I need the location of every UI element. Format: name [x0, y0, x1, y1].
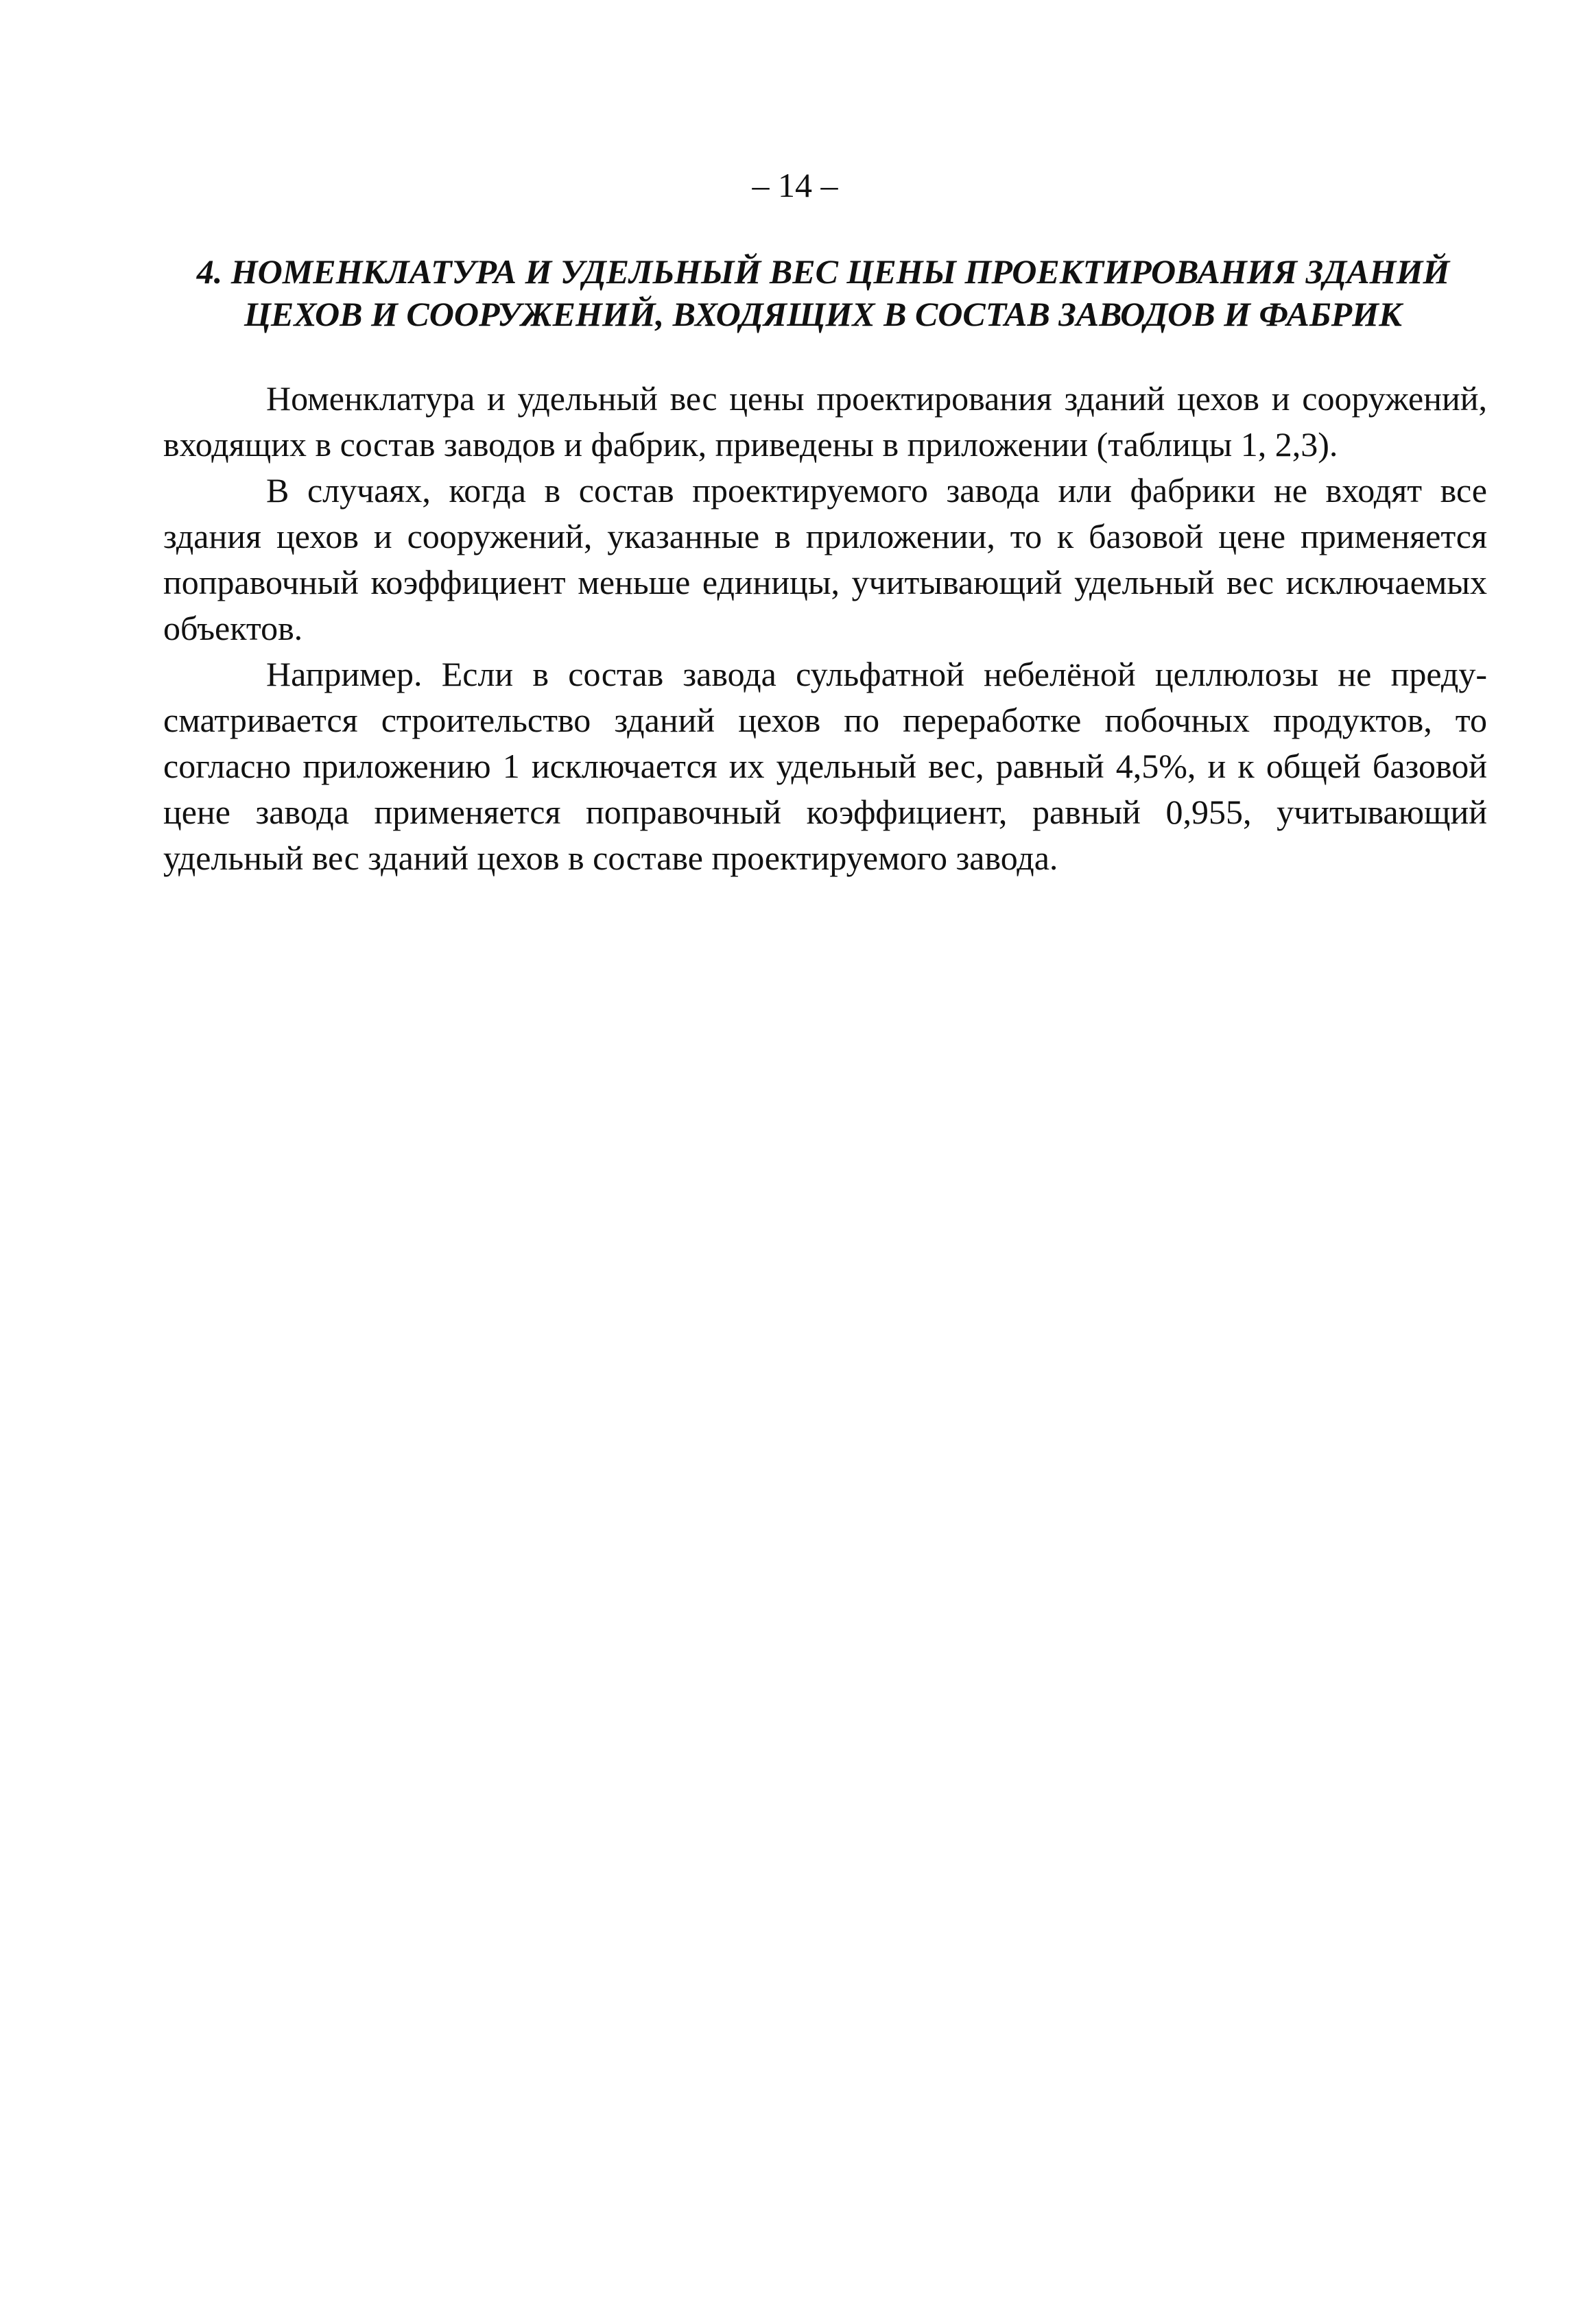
- section-heading-line-1: 4. НОМЕНКЛАТУРА И УДЕЛЬНЫЙ ВЕС ЦЕНЫ ПРОЕКТИРОВАНИЯ ЗДАНИЙ: [196, 252, 1450, 291]
- section-heading: [165, 250, 1482, 335]
- paragraph-nomenclature: Номенклатура и удельный вес цены проектирования зданий цехов и сооружений, входящих в состав заводов и фабрик, приведены в приложении (таблицы 1, 2,3).: [163, 379, 1487, 464]
- paragraph-example: Например. Если в состав завода сульфатной небелёной целлюлозы не предусматривается строительство зданий цехов по переработке побочных продуктов, то согласно приложению 1 исключается их удельный вес, равный 4,5%, и к общей базовой цене завода применяется поправочный коэффициент, равный 0,955, учитывающий удельный вес зданий цехов в составе проектируемого завода.: [163, 655, 1487, 877]
- page-number: – 14 –: [752, 166, 838, 204]
- section-heading-line-2: ЦЕХОВ И СООРУЖЕНИЙ, ВХОДЯЩИХ В СОСТАВ ЗАВОДОВ И ФАБРИК: [244, 295, 1402, 333]
- paragraph-correction-coefficient: В случаях, когда в состав проектируемого завода или фабрики не входят все здания цехов и сооружений, указанные в приложении, то к базовой цене применяется поправочный коэффициент меньше единицы, учитывающий удельный вес исключаемых объектов.: [163, 471, 1487, 647]
- body-text: [163, 376, 1487, 881]
